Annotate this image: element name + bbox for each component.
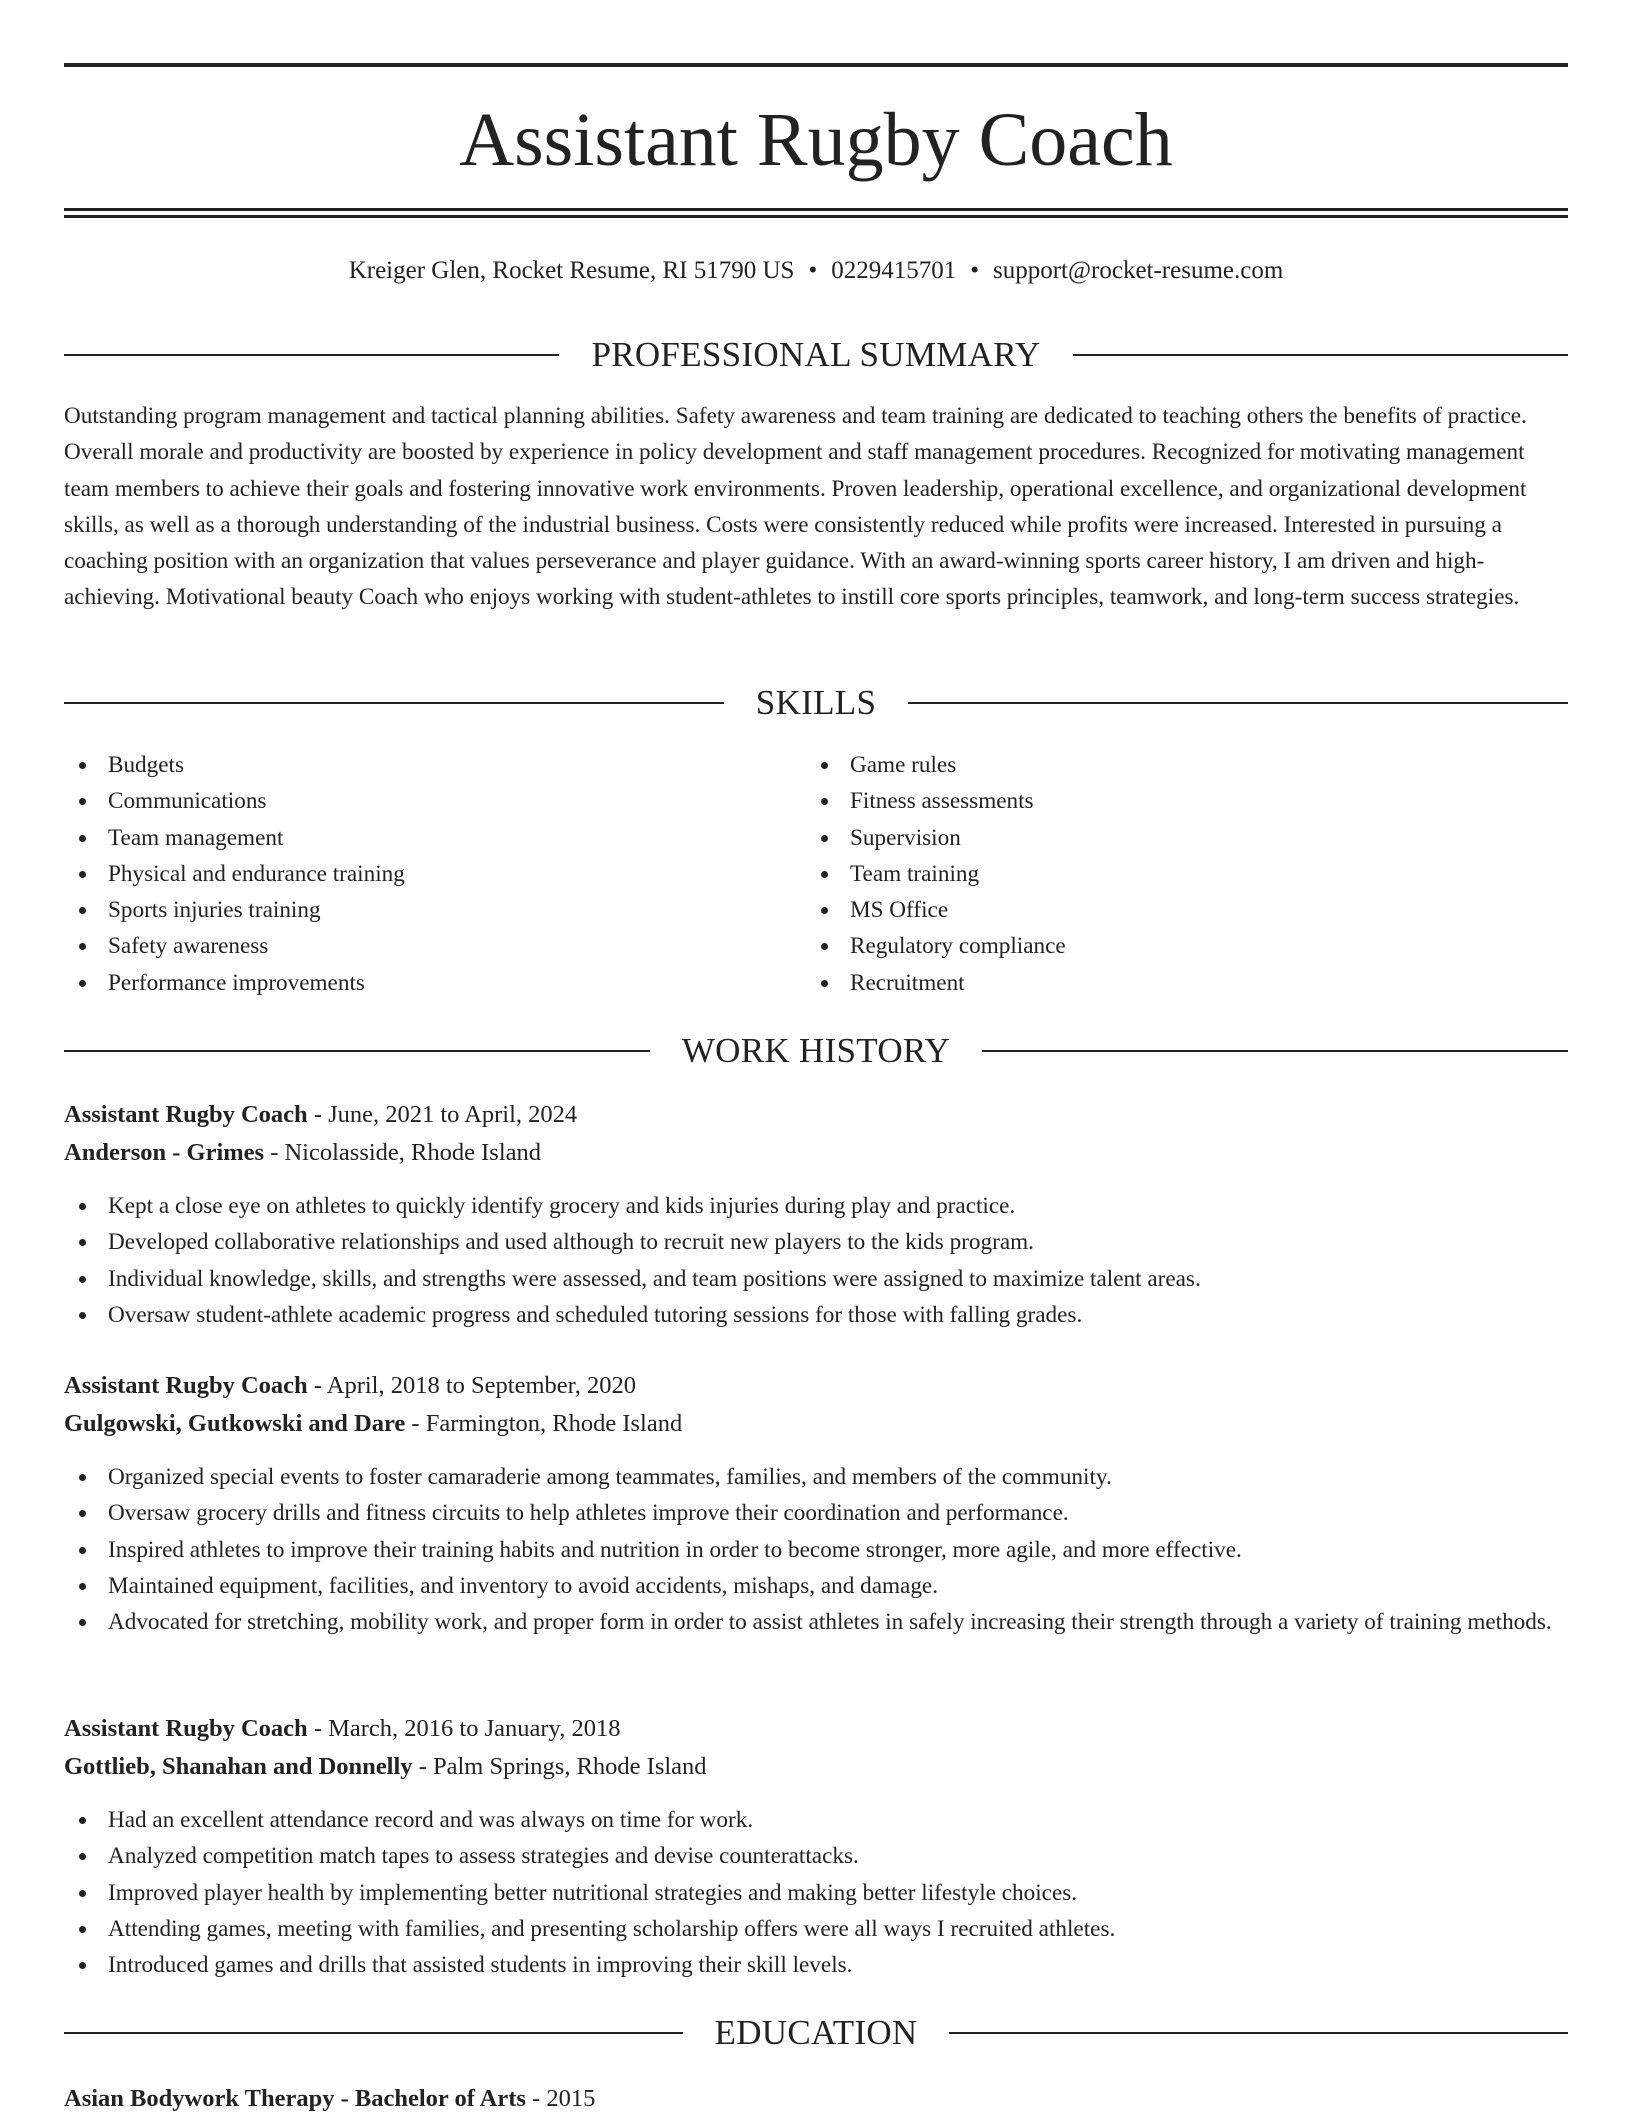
education-heading xyxy=(64,2011,1568,2055)
contact-separator: • xyxy=(808,257,818,284)
heading-rule-right xyxy=(949,2032,1568,2034)
heading-rule-left xyxy=(64,2032,683,2034)
title-rule-upper xyxy=(64,208,1568,211)
education-year: - 2015 xyxy=(525,2085,596,2112)
job-dates: - March, 2016 to January, 2018 xyxy=(307,1715,621,1742)
education-heading-label: EDUCATION xyxy=(714,2013,918,2052)
job-bullet: Introduced games and drills that assisted students in improving their skill levels. xyxy=(64,1947,1568,1983)
job-title-line xyxy=(64,1710,1568,1748)
skill-item: Regulatory compliance xyxy=(806,928,1546,964)
job-location: - Farmington, Rhode Island xyxy=(405,1410,683,1437)
skill-item: Performance improvements xyxy=(64,965,804,1001)
job-bullets xyxy=(64,1459,1568,1640)
skills-heading-label: SKILLS xyxy=(755,683,877,722)
skills-list-right xyxy=(806,747,1546,1001)
summary-heading xyxy=(64,333,1568,377)
job-bullet: Attending games, meeting with families, and presenting scholarship offers were all ways I recruited athletes. xyxy=(64,1911,1568,1947)
job-company: Gulgowski, Gutkowski and Dare xyxy=(64,1410,406,1437)
job-bullets xyxy=(64,1188,1568,1333)
skills-heading xyxy=(64,681,1568,725)
skill-item: Supervision xyxy=(806,820,1546,856)
job-title-line xyxy=(64,1367,1568,1405)
contact-line xyxy=(0,254,1632,288)
heading-rule-left xyxy=(64,702,724,704)
job-bullet: Improved player health by implementing better nutritional strategies and making better lifestyle choices. xyxy=(64,1875,1568,1911)
job-company-line xyxy=(64,1134,1568,1172)
skill-item: Team training xyxy=(806,856,1546,892)
job-title-line xyxy=(64,1096,1568,1134)
job-bullet: Analyzed competition match tapes to assess strategies and devise counterattacks. xyxy=(64,1838,1568,1874)
contact-address: Kreiger Glen, Rocket Resume, RI 51790 US xyxy=(348,257,795,284)
work-heading xyxy=(64,1029,1568,1073)
job-location: - Palm Springs, Rhode Island xyxy=(412,1753,707,1780)
job-dates: - June, 2021 to April, 2024 xyxy=(307,1101,578,1128)
job-bullet: Maintained equipment, facilities, and inventory to avoid accidents, mishaps, and damage. xyxy=(64,1568,1568,1604)
skill-item: Fitness assessments xyxy=(806,783,1546,819)
job-bullet: Developed collaborative relationships and used although to recruit new players to the kids program. xyxy=(64,1224,1568,1260)
skill-item: Safety awareness xyxy=(64,928,804,964)
heading-rule-left xyxy=(64,354,559,356)
job-bullet: Had an excellent attendance record and was always on time for work. xyxy=(64,1802,1568,1838)
skill-item: Communications xyxy=(64,783,804,819)
job-bullet: Advocated for stretching, mobility work, and proper form in order to assist athletes in safely increasing their strength through a variety of training methods. xyxy=(64,1604,1568,1640)
job-title: Assistant Rugby Coach xyxy=(64,1372,308,1399)
skill-item: Recruitment xyxy=(806,965,1546,1001)
contact-email: support@rocket-resume.com xyxy=(993,257,1284,284)
job-title: Assistant Rugby Coach xyxy=(64,1715,308,1742)
heading-rule-right xyxy=(1073,354,1568,356)
job-company-line xyxy=(64,1405,1568,1443)
contact-phone: 0229415701 xyxy=(831,257,957,284)
job-entry xyxy=(64,1710,1568,1983)
resume-title: Assistant Rugby Coach xyxy=(459,98,1173,182)
skill-item: Game rules xyxy=(806,747,1546,783)
job-bullet: Organized special events to foster camaraderie among teammates, families, and members of the community. xyxy=(64,1459,1568,1495)
job-dates: - April, 2018 to September, 2020 xyxy=(307,1372,637,1399)
skill-item: MS Office xyxy=(806,892,1546,928)
skill-item: Sports injuries training xyxy=(64,892,804,928)
job-location: - Nicolasside, Rhode Island xyxy=(264,1139,542,1166)
job-company-line xyxy=(64,1748,1568,1786)
job-bullet: Oversaw grocery drills and fitness circuits to help athletes improve their coordination and performance. xyxy=(64,1495,1568,1531)
job-entry xyxy=(64,1367,1568,1640)
heading-rule-right xyxy=(908,702,1568,704)
skill-item: Team management xyxy=(64,820,804,856)
job-bullets xyxy=(64,1802,1568,1983)
summary-heading-label: PROFESSIONAL SUMMARY xyxy=(591,335,1041,374)
job-title: Assistant Rugby Coach xyxy=(64,1101,308,1128)
skill-item: Budgets xyxy=(64,747,804,783)
job-company: Anderson - Grimes xyxy=(64,1139,265,1166)
job-bullet: Oversaw student-athlete academic progress and scheduled tutoring sessions for those with falling grades. xyxy=(64,1297,1568,1333)
summary-text: Outstanding program management and tactical planning abilities. Safety awareness and team training are dedicated to teaching others the benefits of practice. Overall morale and productivity are boosted by experience in policy development and staff management procedures. Recognized for motivating management team members to achieve their goals and fostering innovative work environments. Proven leadership, operational excellence, and organizational development skills, as well as a thorough understanding of the industrial business. Costs were consistently reduced while profits were increased. Interested in pursuing a coaching position with an organization that values perseverance and player guidance. With an award-winning sports career history, I am driven and high-achieving. Motivational beauty Coach who enjoys working with student-athletes to instill core sports principles, teamwork, and long-term success strategies. xyxy=(64,403,1527,611)
work-heading-label: WORK HISTORY xyxy=(681,1031,951,1070)
heading-rule-left xyxy=(64,1050,650,1052)
education-degree: Asian Bodywork Therapy - Bachelor of Arts xyxy=(64,2085,526,2112)
skills-list-left xyxy=(64,747,804,1001)
job-entry xyxy=(64,1096,1568,1333)
title-rule-lower xyxy=(64,215,1568,218)
job-bullet: Inspired athletes to improve their training habits and nutrition in order to become stronger, more agile, and more effective. xyxy=(64,1532,1568,1568)
heading-rule-right xyxy=(982,1050,1568,1052)
top-rule xyxy=(64,63,1568,67)
education-entry xyxy=(64,2080,595,2118)
job-bullet: Individual knowledge, skills, and strengths were assessed, and team positions were assigned to maximize talent areas. xyxy=(64,1261,1568,1297)
job-bullet: Kept a close eye on athletes to quickly identify grocery and kids injuries during play and practice. xyxy=(64,1188,1568,1224)
skill-item: Physical and endurance training xyxy=(64,856,804,892)
job-company: Gottlieb, Shanahan and Donnelly xyxy=(64,1753,413,1780)
contact-separator: • xyxy=(970,257,979,284)
